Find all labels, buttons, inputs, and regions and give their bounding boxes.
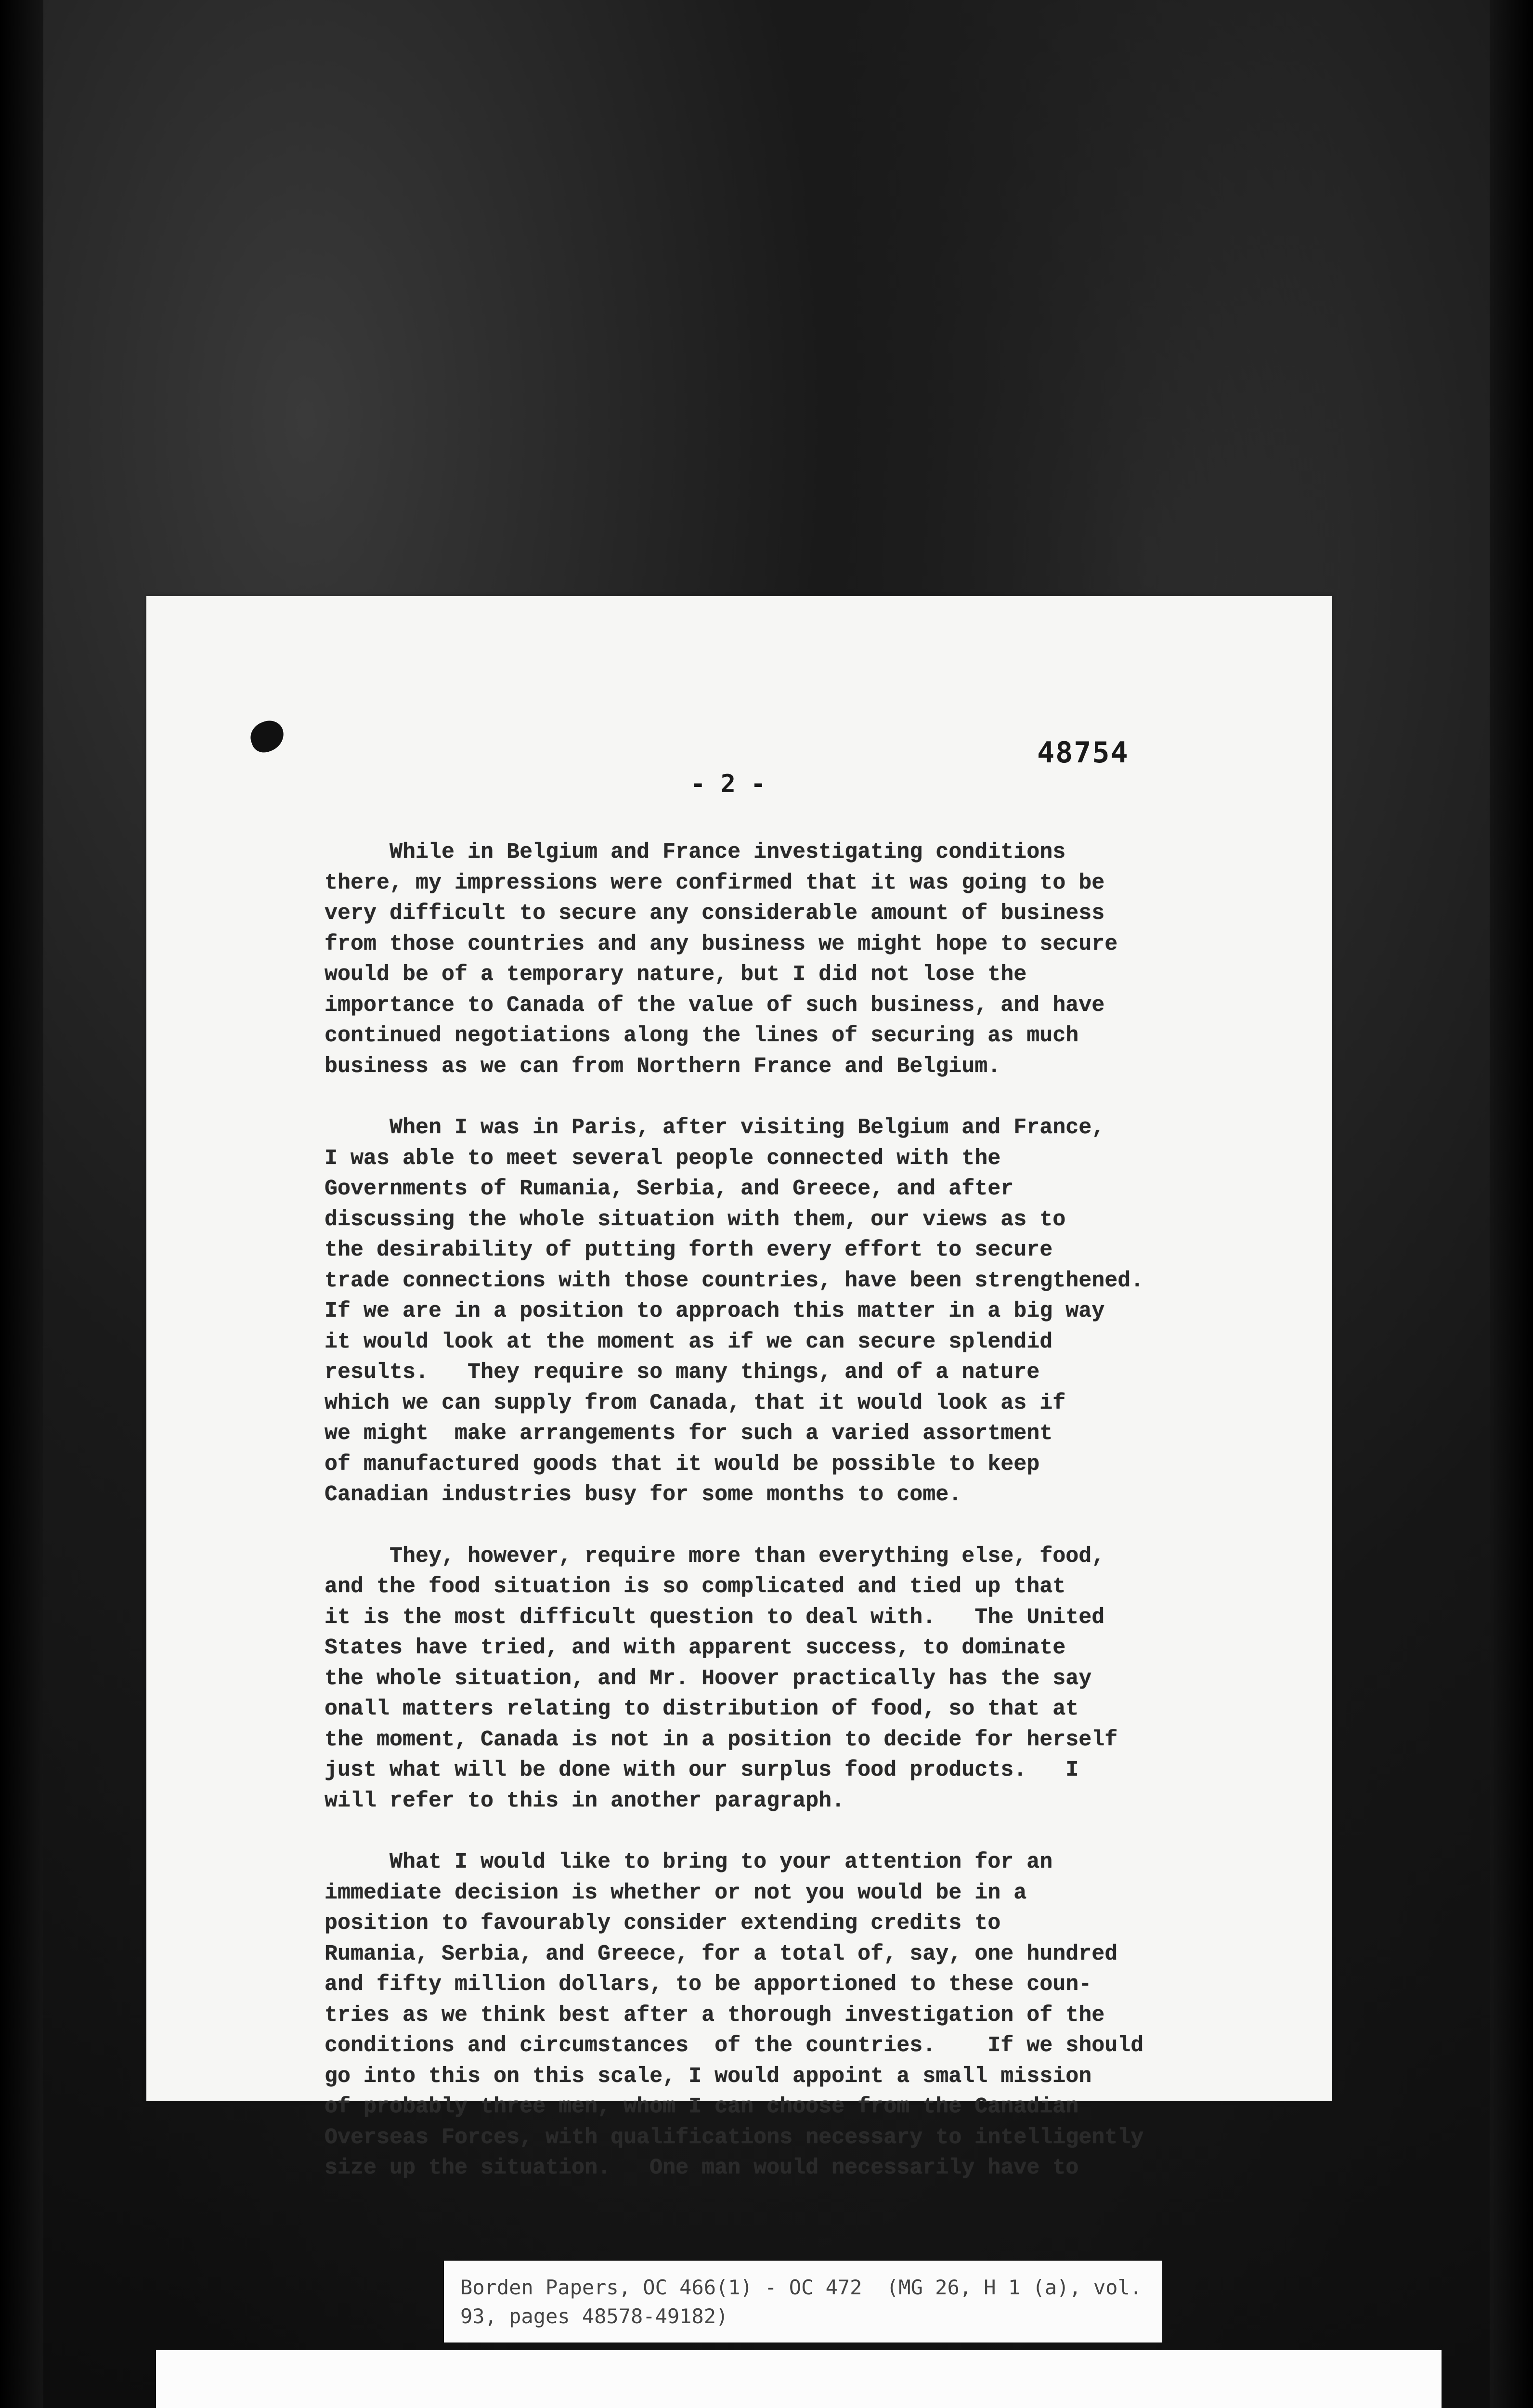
letter-page (146, 596, 1332, 2180)
page-number: - 2 - (690, 770, 766, 798)
film-edge-right (1490, 0, 1533, 2408)
paragraph-credits: What I would like to bring to your attention for an immediate decision is whether or not you would be in a position to favourably consider extending credits to Rumania, Serbia, and Greece, for a total of, say, one hundred and fifty million dollars, to be apportioned to these coun- tries as we think best after a thorough investigation of the conditions and circumstances of the countries. If we should go into this on this scale, I would appoint a small mission of probably three men, whom I can choose from the Canadian Overseas Forces, with qualifications necessary to intelligently size up the situation. One man would necessarily have to (325, 1850, 1144, 2180)
archives-label-card (156, 2350, 1442, 2408)
document-number: 48754 (1037, 736, 1129, 770)
letter-body (325, 837, 1263, 2214)
ink-blot-mark (247, 717, 288, 756)
film-edge-left (0, 0, 43, 2408)
paragraph-belgium-france: While in Belgium and France investigating conditions there, my impressions were confirmed that it was going to be very difficult to secure any considerable amount of business from those countries and any business we might hope to secure would be of a temporary nature, but I did not lose the importance to Canada of the value of such business, and have continued negotiations along the lines of securing as much business as we can from Northern France and Belgium. (325, 840, 1118, 1079)
archive-reference-caption: Borden Papers, OC 466(1) - OC 472 (MG 26, H 1 (a), vol. 93, pages 48578-49182) (444, 2261, 1162, 2343)
paragraph-paris: When I was in Paris, after visiting Belgium and France, I was able to meet several people connected with the Governments of Rumania, Serbia, and Greece, and after discussing the whole situation with them, our views as to the desirability of putting forth every effort to secure trade connections with those countries, have been strengthened. If we are in a position to approach this matter in a big way it would look at the moment as if we can secure splendid results. They require so many things, and of a nature which we can supply from Canada, that it would look as if we might make arrangements for such a varied assortment of manufactured goods that it would be possible to keep Canadian industries busy for some months to come. (325, 1115, 1144, 1507)
paragraph-food-situation: They, however, require more than everything else, food, and the food situation is so complicated and tied up that it is the most difficult question to deal with. The United States have tried, and with apparent success, to dominate the whole situation, and Mr. Hoover practically has the say onall matters relating to distribution of food, so that at the moment, Canada is not in a position to decide for herself just what will be done with our surplus food products. I will refer to this in another paragraph. (325, 1544, 1118, 1813)
